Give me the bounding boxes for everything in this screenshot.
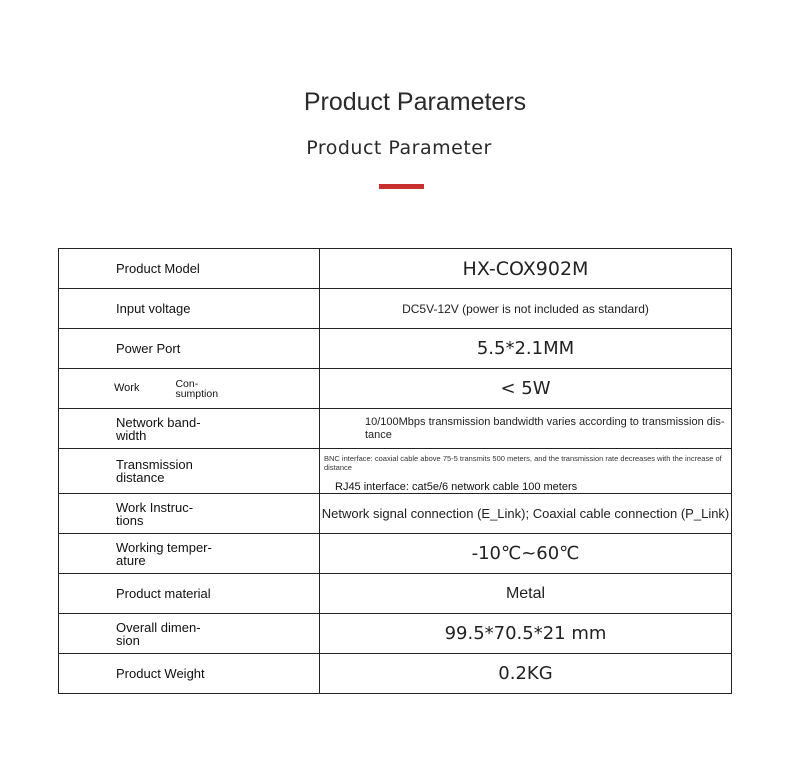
table-row	[59, 289, 732, 329]
accent-divider	[379, 184, 424, 189]
value-product-model: HX-COX902M	[320, 249, 732, 289]
label-work-consumption	[59, 369, 320, 409]
table-row	[59, 449, 732, 494]
page-title: Product Parameters	[303, 88, 527, 116]
value-rj45-interface: RJ45 interface: cat5e/6 network cable 100 meters	[335, 481, 578, 493]
table-row	[59, 494, 732, 534]
label-product-material: Product material	[59, 574, 320, 614]
table-row	[59, 614, 732, 654]
table-row	[59, 369, 732, 409]
label-work-instructions: Work Instruc- tions	[59, 494, 320, 534]
label-network-bandwidth: Network band- width	[59, 409, 320, 449]
value-transmission-distance	[320, 449, 732, 494]
label-working-temperature: Working temper- ature	[59, 534, 320, 574]
value-network-bandwidth: 10/100Mbps transmission bandwidth varies according to transmission dis- tance	[320, 409, 732, 449]
value-product-weight: 0.2KG	[320, 654, 732, 694]
label-input-voltage: Input voltage	[59, 289, 320, 329]
table-row	[59, 654, 732, 694]
label-product-weight: Product Weight	[59, 654, 320, 694]
table-row	[59, 534, 732, 574]
table-row	[59, 329, 732, 369]
parameters-table	[58, 248, 732, 694]
page-subtitle: Product Parameter	[306, 137, 492, 159]
label-work: Work	[114, 382, 140, 394]
label-overall-dimension: Overall dimen- sion	[59, 614, 320, 654]
value-input-voltage: DC5V-12V (power is not included as standard)	[320, 289, 732, 329]
value-bnc-interface: BNC interface: coaxial cable above 75-5 transmits 500 meters, and the transmission rate decreases with the increase of distance	[324, 454, 722, 472]
value-product-material: Metal	[320, 574, 732, 614]
label-transmission-distance: Transmission distance	[59, 449, 320, 494]
value-work-consumption: < 5W	[320, 369, 732, 409]
value-overall-dimension: 99.5*70.5*21 mm	[320, 614, 732, 654]
label-consumption: Con- sumption	[175, 377, 219, 400]
table-row	[59, 249, 732, 289]
label-product-model: Product Model	[59, 249, 320, 289]
table-row	[59, 574, 732, 614]
value-working-temperature: -10℃~60℃	[320, 534, 732, 574]
value-work-instructions: Network signal connection (E_Link); Coaxial cable connection (P_Link)	[320, 494, 732, 534]
label-power-port: Power Port	[59, 329, 320, 369]
value-power-port: 5.5*2.1MM	[320, 329, 732, 369]
table-row	[59, 409, 732, 449]
